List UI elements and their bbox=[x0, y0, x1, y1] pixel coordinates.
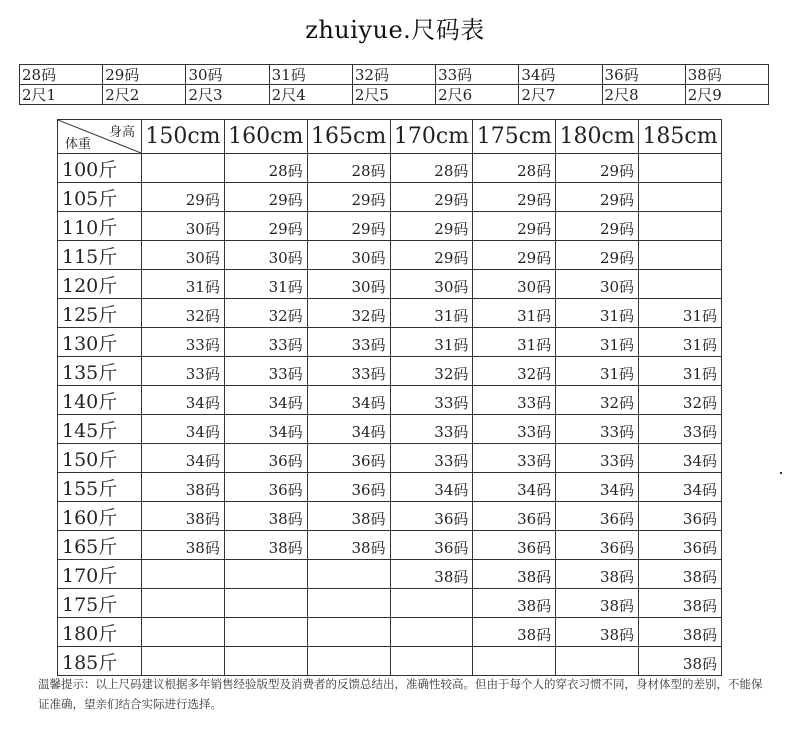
corner-header-cell bbox=[58, 120, 142, 154]
corner-weight-label: 体重 bbox=[65, 137, 92, 152]
size-value-cell: 28码 bbox=[224, 154, 307, 183]
weight-row bbox=[58, 241, 722, 270]
size-value-cell: 33码 bbox=[224, 328, 307, 357]
size-cell: 28码 bbox=[20, 65, 103, 85]
size-value-cell: 36码 bbox=[556, 502, 639, 531]
size-value-cell bbox=[390, 589, 473, 618]
size-value-cell: 33码 bbox=[224, 357, 307, 386]
size-value-cell: 31码 bbox=[639, 357, 722, 386]
weight-label: 180斤 bbox=[58, 618, 142, 647]
size-value-cell: 33码 bbox=[390, 415, 473, 444]
weight-label: 105斤 bbox=[58, 183, 142, 212]
weight-row bbox=[58, 415, 722, 444]
size-cell: 31码 bbox=[269, 65, 352, 85]
size-value-cell: 32码 bbox=[142, 299, 225, 328]
size-value-cell: 38码 bbox=[142, 502, 225, 531]
size-value-cell: 34码 bbox=[639, 473, 722, 502]
size-value-cell: 32码 bbox=[224, 299, 307, 328]
size-cell: 32码 bbox=[352, 65, 435, 85]
size-value-cell: 29码 bbox=[556, 241, 639, 270]
size-value-cell: 30码 bbox=[390, 270, 473, 299]
weight-label: 120斤 bbox=[58, 270, 142, 299]
size-value-cell: 38码 bbox=[307, 531, 390, 560]
size-value-cell bbox=[142, 647, 225, 676]
size-value-cell: 34码 bbox=[473, 473, 556, 502]
size-value-cell: 38码 bbox=[639, 589, 722, 618]
weight-label: 115斤 bbox=[58, 241, 142, 270]
waist-cell: 2尺6 bbox=[436, 85, 519, 105]
size-value-cell: 32码 bbox=[390, 357, 473, 386]
size-value-cell: 29码 bbox=[556, 183, 639, 212]
size-value-cell: 36码 bbox=[224, 473, 307, 502]
weight-label: 155斤 bbox=[58, 473, 142, 502]
height-header: 175cm bbox=[473, 120, 556, 154]
size-value-cell: 29码 bbox=[390, 212, 473, 241]
size-value-cell: 34码 bbox=[307, 386, 390, 415]
size-value-cell: 31码 bbox=[556, 357, 639, 386]
size-cell: 38码 bbox=[685, 65, 768, 85]
weight-row bbox=[58, 444, 722, 473]
height-weight-size-chart bbox=[57, 119, 722, 676]
size-value-cell: 33码 bbox=[390, 386, 473, 415]
size-cell: 30码 bbox=[186, 65, 269, 85]
size-value-cell: 36码 bbox=[307, 444, 390, 473]
size-cell: 34码 bbox=[519, 65, 602, 85]
size-value-cell: 33码 bbox=[142, 357, 225, 386]
size-value-cell bbox=[390, 647, 473, 676]
size-value-cell: 28码 bbox=[390, 154, 473, 183]
size-value-cell: 38码 bbox=[556, 618, 639, 647]
size-value-cell bbox=[639, 212, 722, 241]
size-value-cell: 29码 bbox=[556, 212, 639, 241]
weight-row bbox=[58, 328, 722, 357]
weight-row bbox=[58, 589, 722, 618]
size-value-cell: 32码 bbox=[307, 299, 390, 328]
size-value-cell: 28码 bbox=[307, 154, 390, 183]
size-value-cell: 38码 bbox=[556, 560, 639, 589]
size-value-cell: 31码 bbox=[556, 299, 639, 328]
size-value-cell: 31码 bbox=[390, 299, 473, 328]
weight-row bbox=[58, 647, 722, 676]
size-value-cell bbox=[556, 647, 639, 676]
weight-row bbox=[58, 502, 722, 531]
size-value-cell bbox=[307, 618, 390, 647]
size-value-cell: 32码 bbox=[473, 357, 556, 386]
size-value-cell: 29码 bbox=[473, 183, 556, 212]
size-value-cell bbox=[639, 154, 722, 183]
waist-cell: 2尺5 bbox=[352, 85, 435, 105]
height-header: 165cm bbox=[307, 120, 390, 154]
height-header: 160cm bbox=[224, 120, 307, 154]
waist-cell: 2尺7 bbox=[519, 85, 602, 105]
size-value-cell bbox=[224, 647, 307, 676]
size-value-cell: 30码 bbox=[142, 212, 225, 241]
size-value-cell: 32码 bbox=[556, 386, 639, 415]
size-value-cell bbox=[639, 241, 722, 270]
size-value-cell: 29码 bbox=[390, 241, 473, 270]
size-value-cell: 32码 bbox=[639, 386, 722, 415]
size-value-cell: 33码 bbox=[639, 415, 722, 444]
size-value-cell: 30码 bbox=[142, 241, 225, 270]
size-value-cell: 34码 bbox=[390, 473, 473, 502]
size-value-cell: 38码 bbox=[639, 560, 722, 589]
weight-row bbox=[58, 357, 722, 386]
size-value-cell: 38码 bbox=[224, 531, 307, 560]
size-value-cell: 36码 bbox=[639, 502, 722, 531]
size-value-cell: 31码 bbox=[556, 328, 639, 357]
size-value-cell: 34码 bbox=[639, 444, 722, 473]
size-value-cell: 38码 bbox=[142, 473, 225, 502]
size-value-cell: 28码 bbox=[473, 154, 556, 183]
size-value-cell: 34码 bbox=[142, 386, 225, 415]
corner-height-label: 身高 bbox=[108, 125, 135, 140]
size-value-cell: 31码 bbox=[473, 328, 556, 357]
size-cell: 36码 bbox=[602, 65, 685, 85]
size-value-cell bbox=[142, 618, 225, 647]
size-value-cell: 36码 bbox=[473, 502, 556, 531]
size-value-cell: 33码 bbox=[473, 386, 556, 415]
size-value-cell bbox=[390, 618, 473, 647]
height-header: 180cm bbox=[556, 120, 639, 154]
weight-label: 100斤 bbox=[58, 154, 142, 183]
tip-note: 温馨提示：以上尺码建议根据多年销售经验版型及消费者的反馈总结出，准确性较高。但由于每个人的穿衣习惯不同，身材体型的差别，不能保证准确，望亲们结合实际进行选择。 bbox=[38, 677, 763, 711]
size-value-cell: 31码 bbox=[473, 299, 556, 328]
size-value-cell: 33码 bbox=[307, 357, 390, 386]
size-value-cell: 29码 bbox=[556, 154, 639, 183]
weight-row bbox=[58, 299, 722, 328]
size-value-cell: 31码 bbox=[639, 328, 722, 357]
waist-row bbox=[20, 85, 769, 105]
size-value-cell: 38码 bbox=[473, 589, 556, 618]
size-value-cell: 31码 bbox=[224, 270, 307, 299]
waist-cell: 2尺4 bbox=[269, 85, 352, 105]
size-value-cell bbox=[142, 154, 225, 183]
size-value-cell bbox=[307, 647, 390, 676]
size-value-cell: 38码 bbox=[556, 589, 639, 618]
weight-row bbox=[58, 560, 722, 589]
size-value-cell: 36码 bbox=[224, 444, 307, 473]
size-value-cell: 38码 bbox=[307, 502, 390, 531]
waist-cell: 2尺2 bbox=[103, 85, 186, 105]
size-value-cell: 29码 bbox=[142, 183, 225, 212]
size-value-cell: 33码 bbox=[142, 328, 225, 357]
weight-label: 145斤 bbox=[58, 415, 142, 444]
waist-cell: 2尺8 bbox=[602, 85, 685, 105]
size-value-cell: 30码 bbox=[224, 241, 307, 270]
size-waist-conversion-table bbox=[19, 64, 769, 105]
weight-label: 135斤 bbox=[58, 357, 142, 386]
height-header: 185cm bbox=[639, 120, 722, 154]
size-value-cell: 33码 bbox=[556, 444, 639, 473]
weight-label: 170斤 bbox=[58, 560, 142, 589]
size-value-cell: 29码 bbox=[224, 212, 307, 241]
size-value-cell: 31码 bbox=[390, 328, 473, 357]
size-value-cell: 31码 bbox=[639, 299, 722, 328]
height-header: 170cm bbox=[390, 120, 473, 154]
size-value-cell: 38码 bbox=[390, 560, 473, 589]
weight-label: 140斤 bbox=[58, 386, 142, 415]
size-value-cell: 36码 bbox=[639, 531, 722, 560]
height-header: 150cm bbox=[142, 120, 225, 154]
height-header-row bbox=[58, 120, 722, 154]
size-value-cell: 30码 bbox=[473, 270, 556, 299]
size-value-cell: 33码 bbox=[473, 444, 556, 473]
size-value-cell: 33码 bbox=[556, 415, 639, 444]
size-value-cell bbox=[142, 560, 225, 589]
weight-label: 110斤 bbox=[58, 212, 142, 241]
size-value-cell: 34码 bbox=[224, 415, 307, 444]
size-value-cell: 29码 bbox=[473, 212, 556, 241]
weight-label: 165斤 bbox=[58, 531, 142, 560]
size-value-cell: 34码 bbox=[142, 415, 225, 444]
size-row bbox=[20, 65, 769, 85]
size-value-cell: 36码 bbox=[390, 531, 473, 560]
size-value-cell: 36码 bbox=[307, 473, 390, 502]
size-value-cell bbox=[307, 589, 390, 618]
weight-row bbox=[58, 183, 722, 212]
weight-row bbox=[58, 386, 722, 415]
weight-row bbox=[58, 531, 722, 560]
weight-row bbox=[58, 212, 722, 241]
waist-cell: 2尺3 bbox=[186, 85, 269, 105]
size-value-cell: 34码 bbox=[142, 444, 225, 473]
size-value-cell: 31码 bbox=[142, 270, 225, 299]
size-value-cell: 38码 bbox=[473, 618, 556, 647]
waist-cell: 2尺1 bbox=[20, 85, 103, 105]
size-value-cell bbox=[307, 560, 390, 589]
size-value-cell: 38码 bbox=[224, 502, 307, 531]
size-value-cell bbox=[142, 589, 225, 618]
stray-dot bbox=[780, 472, 782, 474]
weight-label: 175斤 bbox=[58, 589, 142, 618]
size-value-cell: 36码 bbox=[473, 531, 556, 560]
size-value-cell: 33码 bbox=[390, 444, 473, 473]
size-cell: 29码 bbox=[103, 65, 186, 85]
weight-label: 185斤 bbox=[58, 647, 142, 676]
size-value-cell: 34码 bbox=[556, 473, 639, 502]
weight-label: 150斤 bbox=[58, 444, 142, 473]
size-value-cell: 29码 bbox=[307, 183, 390, 212]
size-value-cell: 33码 bbox=[473, 415, 556, 444]
waist-cell: 2尺9 bbox=[685, 85, 768, 105]
size-value-cell: 33码 bbox=[307, 328, 390, 357]
weight-row bbox=[58, 154, 722, 183]
size-cell: 33码 bbox=[436, 65, 519, 85]
size-value-cell: 29码 bbox=[224, 183, 307, 212]
size-value-cell: 34码 bbox=[224, 386, 307, 415]
size-value-cell: 36码 bbox=[390, 502, 473, 531]
size-value-cell: 30码 bbox=[556, 270, 639, 299]
size-value-cell bbox=[473, 647, 556, 676]
size-value-cell: 38码 bbox=[639, 647, 722, 676]
size-value-cell: 38码 bbox=[473, 560, 556, 589]
weight-row bbox=[58, 473, 722, 502]
weight-label: 130斤 bbox=[58, 328, 142, 357]
size-value-cell bbox=[224, 618, 307, 647]
weight-row bbox=[58, 270, 722, 299]
size-value-cell: 29码 bbox=[473, 241, 556, 270]
size-value-cell bbox=[224, 589, 307, 618]
size-value-cell: 38码 bbox=[639, 618, 722, 647]
size-value-cell: 38码 bbox=[142, 531, 225, 560]
size-value-cell: 30码 bbox=[307, 241, 390, 270]
size-value-cell bbox=[639, 270, 722, 299]
size-value-cell: 30码 bbox=[307, 270, 390, 299]
size-value-cell: 29码 bbox=[307, 212, 390, 241]
weight-label: 160斤 bbox=[58, 502, 142, 531]
size-value-cell bbox=[224, 560, 307, 589]
page-title: zhuiyue.尺码表 bbox=[305, 16, 485, 44]
size-value-cell: 36码 bbox=[556, 531, 639, 560]
weight-label: 125斤 bbox=[58, 299, 142, 328]
size-value-cell: 29码 bbox=[390, 183, 473, 212]
size-value-cell bbox=[639, 183, 722, 212]
weight-row bbox=[58, 618, 722, 647]
size-value-cell: 34码 bbox=[307, 415, 390, 444]
